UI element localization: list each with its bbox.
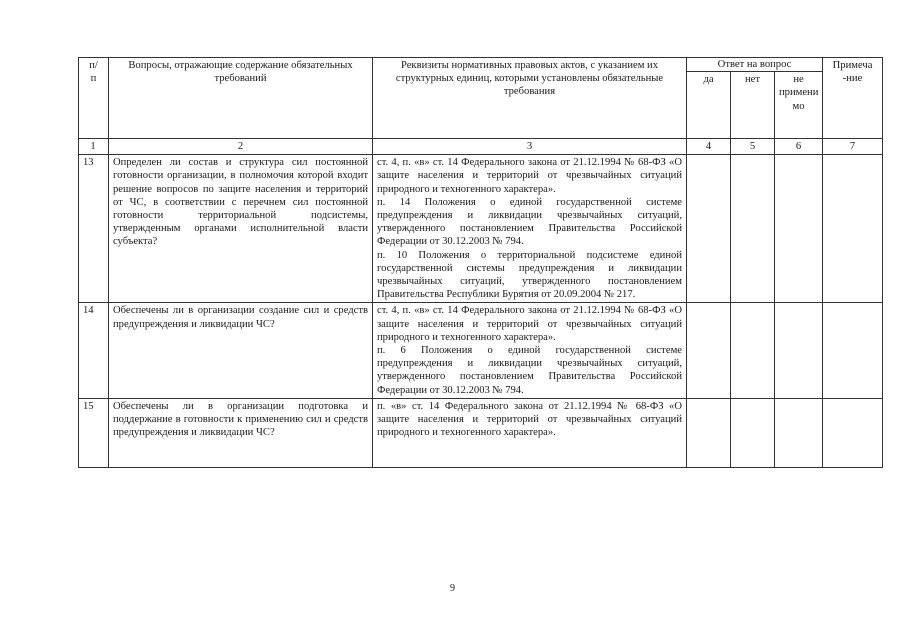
column-index: 7: [823, 139, 883, 155]
column-index-row: [79, 139, 883, 155]
table-row: [79, 398, 883, 467]
answer-yes-cell[interactable]: [687, 303, 731, 398]
header-yes: да: [687, 72, 731, 139]
column-index: 6: [775, 139, 823, 155]
column-index: 4: [687, 139, 731, 155]
row-requisites: [373, 155, 687, 303]
header-requisites: Реквизиты нормативных правовых актов, с указанием их структурных единиц, которыми установлены обязательные требования: [373, 58, 687, 139]
row-requisites: [373, 303, 687, 398]
requisite-item: ст. 4, п. «в» ст. 14 Федерального закона от 21.12.1994 № 68-ФЗ «О защите населения и территорий от чрезвычайных ситуаций природного и техногенного характера».: [377, 157, 682, 195]
row-number: 15: [79, 398, 109, 467]
row-number: 13: [79, 155, 109, 303]
table-row: [79, 303, 883, 398]
header-questions: Вопросы, отражающие содержание обязательных требований: [109, 58, 373, 139]
answer-no-cell[interactable]: [731, 303, 775, 398]
column-index: 1: [79, 139, 109, 155]
row-number: 14: [79, 303, 109, 398]
requisite-item: п. 14 Положения о единой государственной системе предупреждения и ликвидации чрезвычайных ситуаций, утвержденного постановлением Правительства Российской Федерации от 30.12.2003 № 794.: [377, 196, 682, 248]
note-cell[interactable]: [823, 398, 883, 467]
column-index: 3: [373, 139, 687, 155]
note-cell[interactable]: [823, 303, 883, 398]
page-number: 9: [450, 583, 455, 594]
row-question: Определен ли состав и структура сил постоянной готовности организации, в полномочия которой входит решение вопросов по защите населения и территорий от ЧС, в соответствии с перечнем сил постоянной готовности территориальной подсистемы, утвержденным органами исполнительной власти субъекта?: [109, 155, 373, 303]
column-index: 5: [731, 139, 775, 155]
answer-na-cell[interactable]: [775, 303, 823, 398]
answer-yes-cell[interactable]: [687, 155, 731, 303]
header-answer: Ответ на вопрос: [687, 58, 823, 72]
header-no: нет: [731, 72, 775, 139]
answer-na-cell[interactable]: [775, 398, 823, 467]
requisite-item: п. 10 Положения о территориальной подсистеме единой государственной системы предупреждения и ликвидации чрезвычайных ситуаций, утвержденного постановлением Правительства Республики Бурятия от 20.09.2004 № 217.: [377, 249, 682, 301]
table-row: [79, 155, 883, 303]
answer-yes-cell[interactable]: [687, 398, 731, 467]
row-question: Обеспечены ли в организации подготовка и поддержание в готовности к применению сил и средств предупреждения и ликвидации ЧС?: [109, 398, 373, 467]
answer-na-cell[interactable]: [775, 155, 823, 303]
row-requisites: [373, 398, 687, 467]
header-num: п/ п: [79, 58, 109, 139]
note-cell[interactable]: [823, 155, 883, 303]
requisite-item: п. «в» ст. 14 Федерального закона от 21.12.1994 № 68-ФЗ «О защите населения и территорий от чрезвычайных ситуаций природного и техногенного характера».: [377, 400, 682, 439]
requisite-item: ст. 4, п. «в» ст. 14 Федерального закона от 21.12.1994 № 68-ФЗ «О защите населения и территорий от чрезвычайных ситуаций природного и техногенного характера».: [377, 305, 682, 343]
table-header-row: [79, 58, 883, 72]
answer-no-cell[interactable]: [731, 398, 775, 467]
column-index: 2: [109, 139, 373, 155]
header-note: Примеча -ние: [823, 58, 883, 139]
requisite-item: п. 6 Положения о единой государственной системе предупреждения и ликвидации чрезвычайных ситуаций, утвержденного постановлением Правительства Российской Федерации от 30.12.2003 № 794.: [377, 345, 682, 396]
row-question: Обеспечены ли в организации создание сил и средств предупреждения и ликвидации ЧС?: [109, 303, 373, 398]
header-not-applicable: не примени мо: [775, 72, 823, 139]
answer-no-cell[interactable]: [731, 155, 775, 303]
requirements-table: [78, 57, 883, 468]
